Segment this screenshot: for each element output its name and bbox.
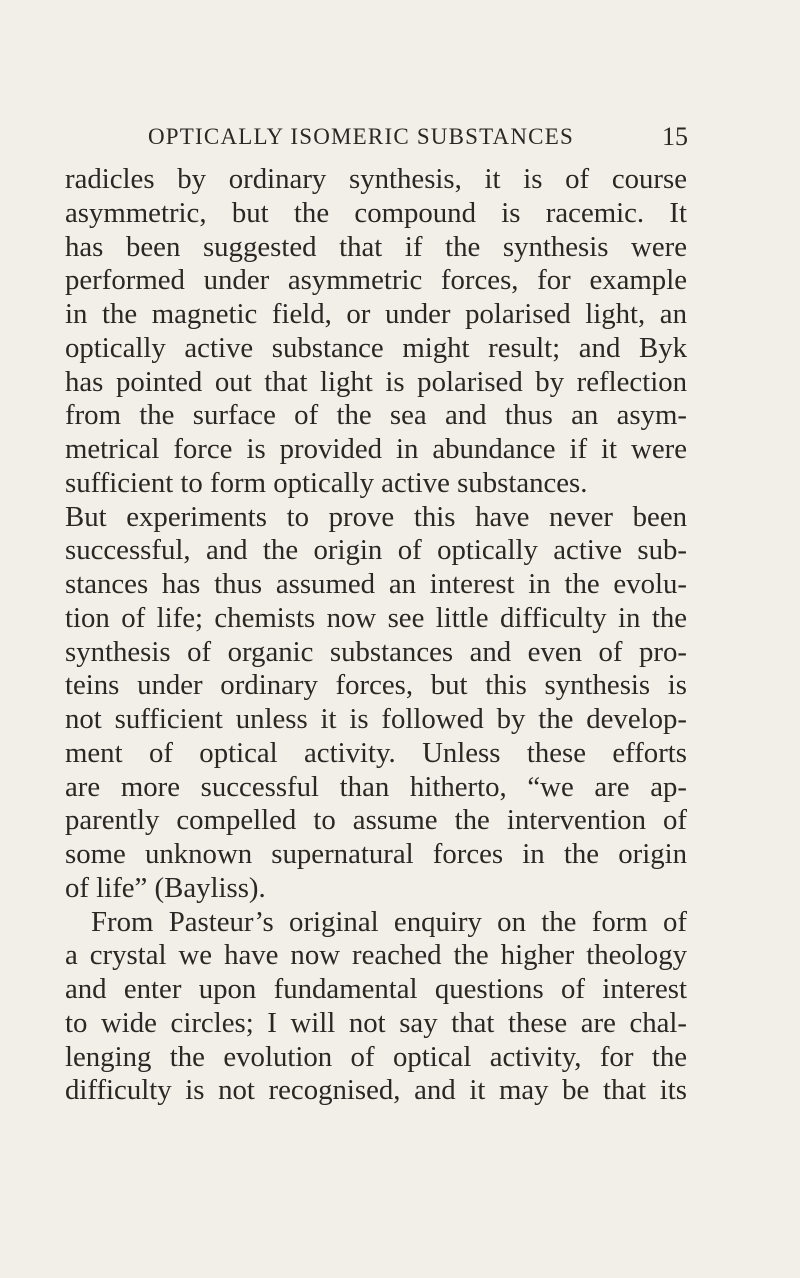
- body-text: [65, 163, 687, 1108]
- text-line: ment of optical activity. Unless these efforts: [65, 736, 687, 769]
- text-line: a crystal we have now reached the higher theology: [65, 939, 687, 972]
- text-line: But experiments to prove this have never been: [65, 500, 687, 533]
- text-line: parently compelled to assume the intervention of: [65, 804, 687, 837]
- text-line: lenging the evolution of optical activity, for the: [65, 1040, 687, 1073]
- text-line: to wide circles; I will not say that these are chal-: [65, 1006, 687, 1039]
- text-line: successful, and the origin of optically active sub-: [65, 534, 687, 567]
- text-line: asymmetric, but the compound is racemic. It: [65, 196, 687, 229]
- text-line: synthesis of organic substances and even of pro-: [65, 635, 687, 668]
- text-line: radicles by ordinary synthesis, it is of course: [65, 163, 687, 195]
- text-line: teins under ordinary forces, but this synthesis is: [65, 669, 687, 702]
- text-line: optically active substance might result; and Byk: [65, 331, 687, 364]
- text-line: from the surface of the sea and thus an asym-: [65, 399, 687, 432]
- text-line: in the magnetic field, or under polarised light, an: [65, 298, 687, 330]
- text-line: and enter upon fundamental questions of interest: [65, 973, 687, 1005]
- text-line: are more successful than hitherto, “we are ap-: [65, 770, 687, 803]
- text-line: stances has thus assumed an interest in the evolu-: [65, 568, 687, 600]
- text-line: sufficient to form optically active substances.: [65, 466, 588, 499]
- text-line: not sufficient unless it is followed by the develop-: [65, 703, 687, 735]
- text-line: performed under asymmetric forces, for example: [65, 264, 687, 297]
- paragraph-start-line: From Pasteur’s original enquiry on the form of: [91, 905, 687, 938]
- text-line: some unknown supernatural forces in the origin: [65, 838, 687, 870]
- paragraph-end-line: of life” (Bayliss).: [65, 871, 266, 904]
- running-title: OPTICALLY ISOMERIC SUBSTANCES: [148, 124, 574, 149]
- running-head: [148, 120, 688, 154]
- text-line: difficulty is not recognised, and it may be that its: [65, 1074, 687, 1107]
- text-line: tion of life; chemists now see little difficulty in the: [65, 601, 687, 634]
- text-line: has pointed out that light is polarised by reflection: [65, 365, 687, 398]
- text-line: metrical force is provided in abundance if it were: [65, 433, 687, 465]
- page-number: 15: [662, 122, 688, 151]
- text-line: has been suggested that if the synthesis were: [65, 230, 687, 263]
